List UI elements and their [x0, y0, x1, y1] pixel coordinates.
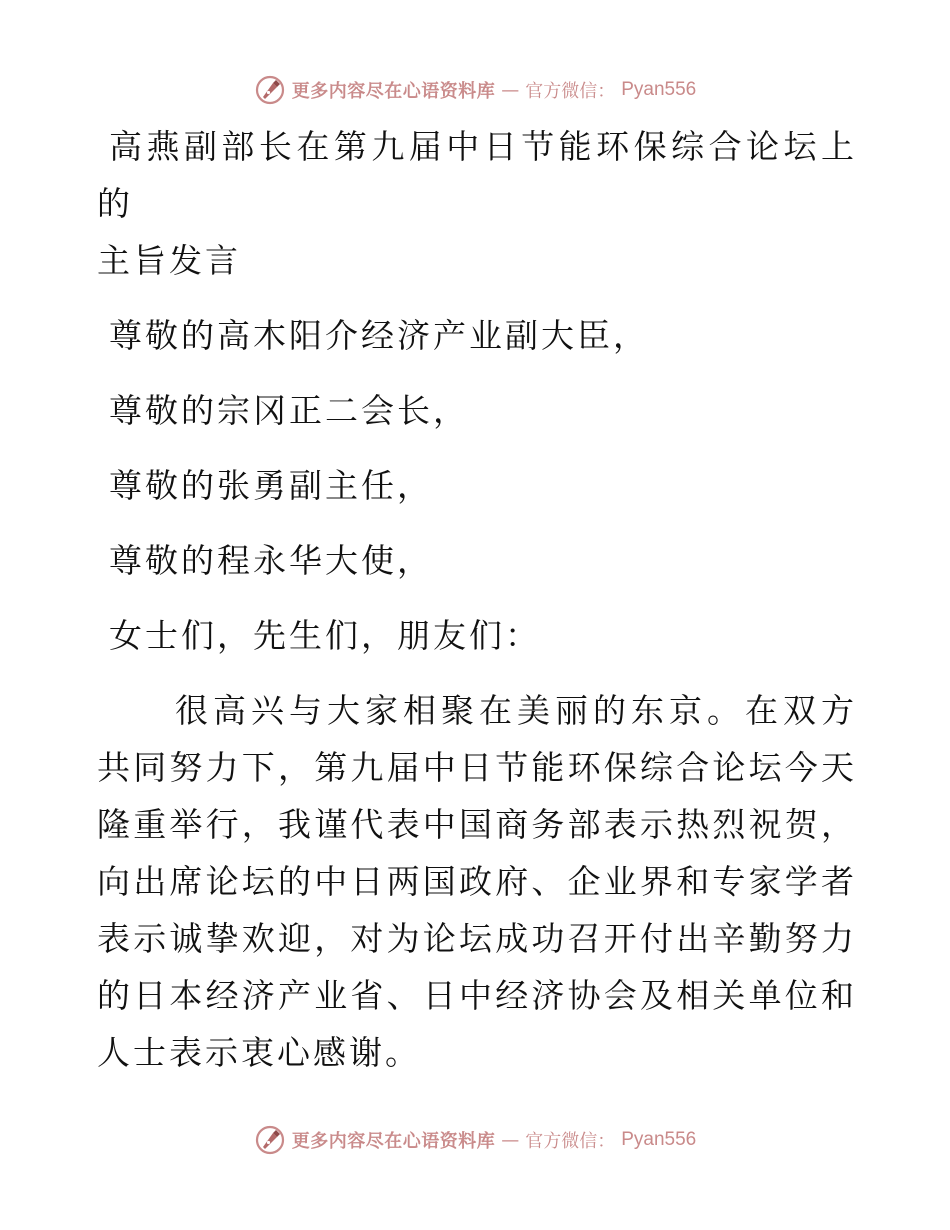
watermark-account-id: Pyan556 — [621, 1129, 697, 1150]
watermark-site-text: 更多内容尽在心语资料库 — [291, 1131, 496, 1152]
title-line-1: 高燕副部长在第九届中日节能环保综合论坛上的 — [97, 127, 857, 223]
addressee-line: 尊敬的张勇副主任， — [109, 466, 433, 505]
watermark-separator: — — [501, 1129, 520, 1151]
document-body — [97, 118, 857, 1081]
addressee-line: 尊敬的程永华大使， — [109, 541, 433, 580]
watermark-separator: — — [501, 79, 520, 101]
title-line-2: 主旨发言 — [97, 241, 241, 280]
watermark-site-text: 更多内容尽在心语资料库 — [291, 81, 496, 102]
pen-nib-logo-icon — [254, 1124, 286, 1156]
pen-nib-logo-icon — [254, 74, 286, 106]
body-paragraph: 很高兴与大家相聚在美丽的东京。在双方共同努力下，第九届中日节能环保综合论坛今天隆重举行，我谨代表中国商务部表示热烈祝贺，向出席论坛的中日两国政府、企业界和专家学者表示诚挚欢迎，对为论坛成功召开付出辛勤努力的日本经济产业省、日中经济协会及相关单位和人士表示衷心感谢。 — [97, 691, 857, 1072]
watermark-label: 官方微信： — [525, 81, 616, 102]
salutation-line: 女士们，先生们，朋友们： — [109, 616, 541, 655]
watermark-account-id: Pyan556 — [621, 79, 697, 100]
addressee-line: 尊敬的高木阳介经济产业副大臣， — [109, 316, 649, 355]
document-title — [97, 118, 857, 289]
footer-watermark — [0, 1120, 950, 1160]
header-watermark — [0, 70, 950, 110]
watermark-label: 官方微信： — [525, 1131, 616, 1152]
addressee-line: 尊敬的宗冈正二会长， — [109, 391, 469, 430]
